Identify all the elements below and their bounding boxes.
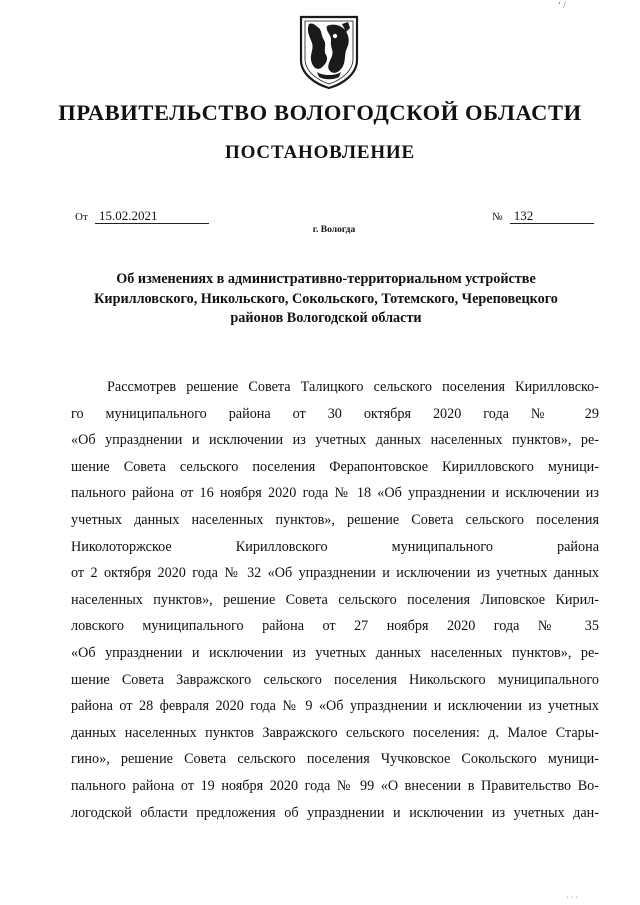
page-footer-mark: ··· [566, 893, 580, 902]
body-line: Николоторжское Кирилловского муниципального района [71, 538, 599, 555]
body-line: пального района от 16 ноября 2020 года № 18 «Об упразднении и исключении из [71, 485, 599, 502]
body-line: гино», решение Совета сельского поселения Чучковское Сокольского муници- [71, 751, 599, 768]
city-name: г. Вологда [312, 225, 356, 235]
subject-line: Кирилловского, Никольского, Сокольского, Тотемского, Череповецкого [94, 290, 558, 307]
document-subject [60, 270, 592, 329]
body-line: шение Совета Завражского сельского поселения Никольского муниципального [71, 671, 599, 688]
document-date [75, 208, 209, 224]
body-line: населенных пунктов», решение Совета сельского поселения Липовское Кирил- [71, 591, 599, 608]
body-line: шение Совета сельского поселения Ферапонтовское Кирилловского муници- [71, 458, 599, 475]
body-line: «Об упразднении и исключении из учетных данных населенных пунктов», ре- [71, 432, 599, 449]
body-line: от 2 октября 2020 года № 32 «Об упразднении и исключении из учетных данных [71, 565, 599, 582]
body-line: ловского муниципального района от 27 ноября 2020 года № 35 [71, 618, 599, 635]
body-line: логодской области предложения об упразднении и исключении из учетных дан- [71, 804, 599, 821]
number-value: 132 [510, 209, 594, 224]
body-line: го муниципального района от 30 октября 2020 года № 29 [71, 405, 599, 422]
government-title: ПРАВИТЕЛЬСТВО ВОЛОГОДСКОЙ ОБЛАСТИ [58, 100, 582, 125]
date-value: 15.02.2021 [95, 209, 209, 224]
subject-line: районов Вологодской области [230, 310, 422, 326]
body-line: пального района от 19 ноября 2020 года № 99 «О внесении в Правительство Во- [71, 777, 599, 794]
body-paragraph [71, 374, 599, 826]
subject-line: Об изменениях в административно-территориальном устройстве [116, 271, 536, 287]
corner-mark: ‘ / [558, 0, 566, 10]
body-line: данных населенных пунктов Завражского сельского поселения: д. Малое Стары- [71, 724, 599, 741]
number-label: № [492, 211, 503, 223]
coat-of-arms-emblem [297, 14, 361, 90]
body-line: Рассмотрев решение Совета Талицкого сельского поселения Кирилловско- [107, 379, 599, 395]
body-line: района от 28 февраля 2020 года № 9 «Об упразднении и исключении из учетных [71, 698, 599, 715]
body-line: «Об упразднении и исключении из учетных данных населенных пунктов», ре- [71, 644, 599, 661]
date-label: От [75, 211, 88, 223]
document-number [492, 208, 594, 224]
body-line: учетных данных населенных пунктов», решение Совета сельского поселения [71, 511, 599, 528]
document-type: ПОСТАНОВЛЕНИЕ [225, 142, 415, 163]
